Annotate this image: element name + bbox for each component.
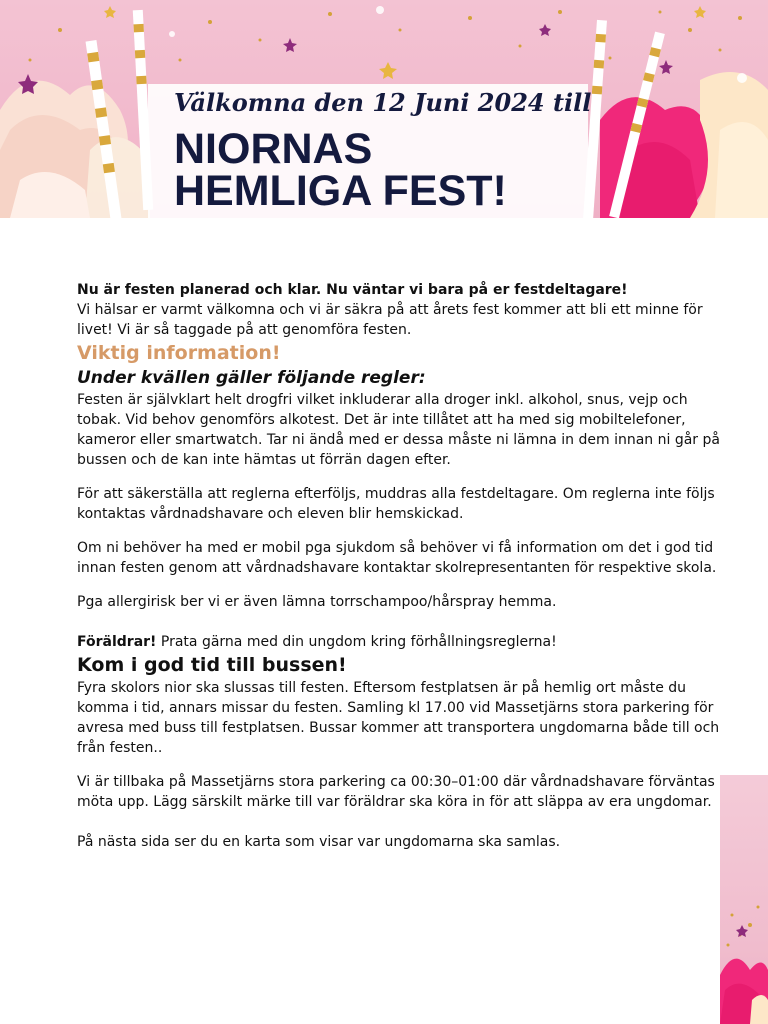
title-card — [148, 84, 592, 218]
event-title-line1: NIORNAS — [174, 125, 373, 173]
event-title-line2: HEMLIGA FEST! — [174, 167, 507, 215]
bus-heading: Kom i god tid till bussen! — [77, 654, 347, 676]
rules-paragraph: Pga allergirisk ber vi er även lämna torrschampoo/hårspray hemma. — [77, 594, 557, 610]
rules-paragraph: Om ni behöver ha med er mobil pga sjukdom så behöver vi få information om det i god tid innan festen genom att vårdnadshavare kontaktar skolrepresentanten för respektive skola. — [77, 540, 717, 576]
intro-lead: Nu är festen planerad och klar. Nu väntar vi bara på er festdeltagare! — [77, 282, 628, 298]
event-subtitle: Välkomna den 12 Juni 2024 till — [174, 88, 592, 117]
important-info-heading: Viktig information! — [77, 342, 281, 364]
parents-label: Föräldrar! — [77, 634, 157, 650]
rules-heading: Under kvällen gäller följande regler: — [77, 368, 426, 388]
letter-body — [77, 280, 727, 852]
rules-paragraph: Festen är självklart helt drogfri vilket inkluderar alla droger inkl. alkohol, snus, vejp och tobak. Vid behov genomförs alkotest. Det är inte tillåtet att ha med sig mobiltelefoner, kameror eller smartwatch. Tar ni ändå med er dessa måste ni lämna in dem innan ni går på bussen och de kan inte hämtas ut förrän dagen efter. — [77, 392, 720, 468]
party-decoration-strip — [720, 775, 768, 1024]
bus-paragraph: Fyra skolors nior ska slussas till festen. Eftersom festplatsen är på hemlig ort måste du komma i tid, annars missar du festen. Samling kl 17.00 vid Massetjärns stora parkering för avresa med buss till festplatsen. Bussar kommer att transportera ungdomarna både till och från festen.. — [77, 680, 720, 756]
parents-text: Prata gärna med din ungdom kring förhållningsreglerna! — [156, 634, 557, 650]
parents-note — [77, 632, 727, 652]
header-banner — [0, 0, 768, 218]
side-decoration-image — [720, 775, 768, 1024]
event-title — [174, 125, 584, 215]
bus-paragraph: Vi är tillbaka på Massetjärns stora parkering ca 00:30–01:00 där vårdnadshavare förväntas möta upp. Lägg särskilt märke till var föräldrar ska köra in för att släppa av era ungdomar. — [77, 774, 715, 810]
intro-text: Vi hälsar er varmt välkomna och vi är säkra på att årets fest kommer att bli ett minne för livet! Vi är så taggade på att genomföra festen. — [77, 302, 703, 338]
rules-paragraph: För att säkerställa att reglerna efterföljs, muddras alla festdeltagare. Om reglerna inte följs kontaktas vårdnadshavare och eleven blir hemskickad. — [77, 486, 715, 522]
map-note: På nästa sida ser du en karta som visar var ungdomarna ska samlas. — [77, 834, 561, 850]
